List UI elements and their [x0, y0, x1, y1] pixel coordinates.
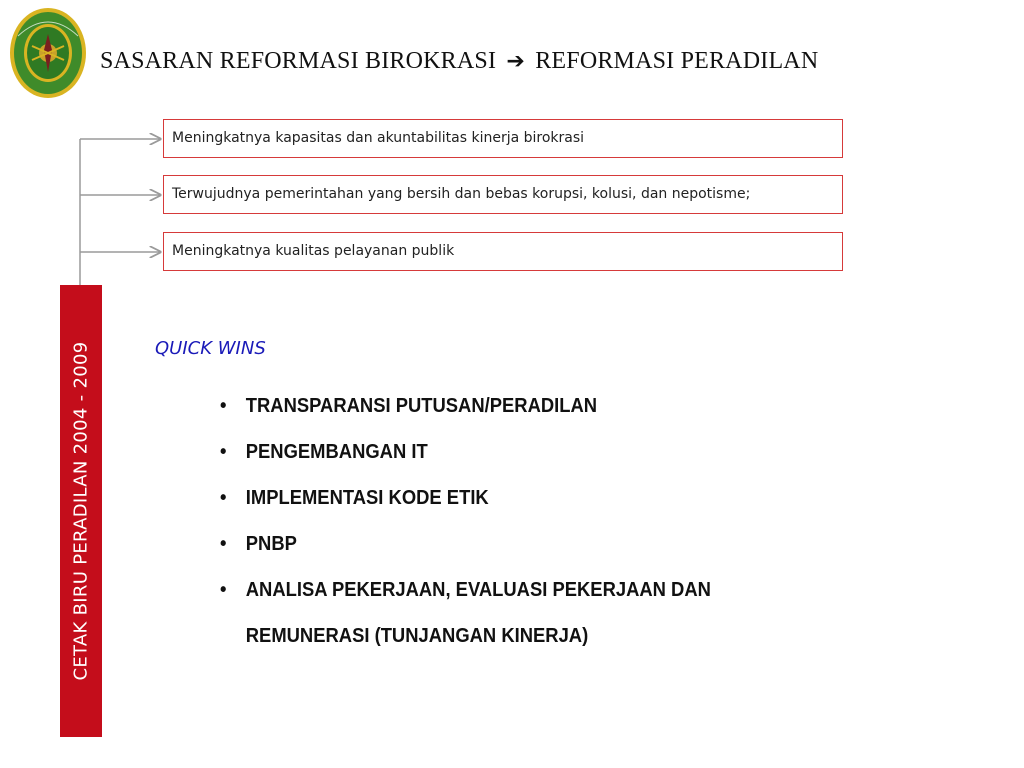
- list-item-text: ANALISA PEKERJAAN, EVALUASI PEKERJAAN DAN: [245, 579, 711, 601]
- list-item: [220, 475, 809, 521]
- bullet-icon: •: [220, 579, 227, 601]
- right-arrow-icon: ➔: [506, 49, 525, 74]
- list-item-text: PENGEMBANGAN IT: [245, 441, 428, 463]
- bullet-icon: •: [220, 533, 227, 555]
- goal-box-2: Terwujudnya pemerintahan yang bersih dan bebas korupsi, kolusi, dan nepotisme;: [163, 175, 843, 214]
- goal-box-1: Meningkatnya kapasitas dan akuntabilitas kinerja birokrasi: [163, 119, 843, 158]
- list-item: [220, 521, 809, 567]
- list-item-continuation: [220, 613, 809, 659]
- list-item: [220, 429, 809, 475]
- bullet-icon: •: [220, 441, 227, 463]
- list-item-text: IMPLEMENTASI KODE ETIK: [245, 487, 489, 509]
- list-item: [220, 383, 809, 429]
- quick-wins-list: [220, 383, 860, 659]
- mahkamah-agung-logo: [8, 6, 88, 100]
- title-left: SASARAN REFORMASI BIROKRASI: [100, 48, 497, 74]
- title-right: REFORMASI PERADILAN: [535, 48, 819, 74]
- sidebar-label: CETAK BIRU PERADILAN 2004 - 2009: [70, 341, 92, 681]
- goal-box-3: Meningkatnya kualitas pelayanan publik: [163, 232, 843, 271]
- bullet-icon: •: [220, 487, 227, 509]
- list-item: [220, 567, 809, 613]
- slide-title: [100, 48, 818, 75]
- list-item-text: REMUNERASI (TUNJANGAN KINERJA): [245, 625, 589, 647]
- list-item-text: PNBP: [245, 533, 297, 555]
- bullet-icon: •: [220, 395, 227, 417]
- quick-wins-heading: QUICK WINS: [155, 338, 266, 359]
- list-item-text: TRANSPARANSI PUTUSAN/PERADILAN: [245, 395, 598, 417]
